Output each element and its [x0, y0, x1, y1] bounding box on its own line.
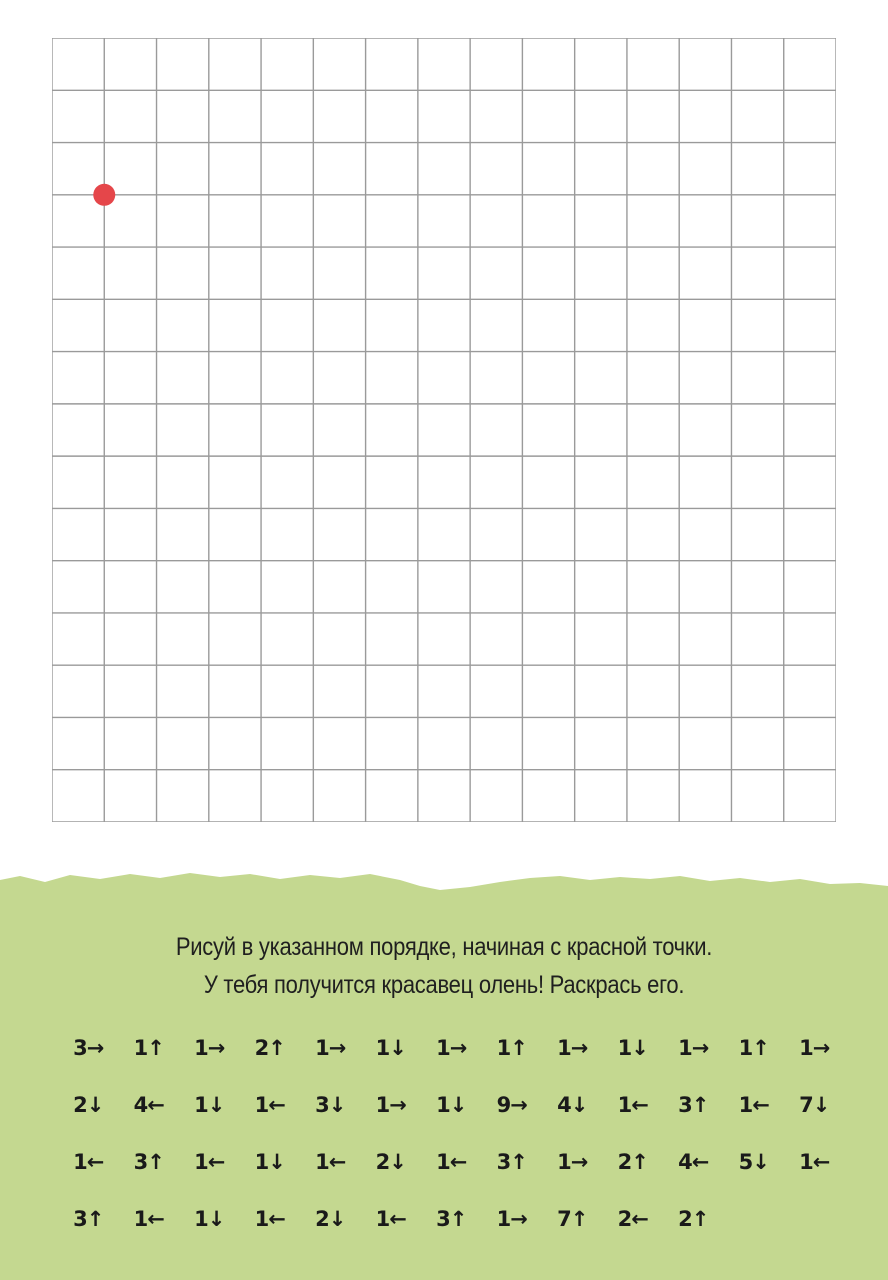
instructions-line-1: Рисуй в указанном порядке, начиная с красной точки. [175, 933, 713, 961]
direction-step: 2↑ [254, 1036, 285, 1060]
direction-step: 1↓ [436, 1093, 467, 1117]
direction-step: 1→ [194, 1036, 225, 1060]
direction-step: 1↑ [133, 1036, 164, 1060]
direction-step: 3→ [73, 1036, 104, 1060]
direction-step: 3↑ [496, 1150, 527, 1174]
direction-step: 1↑ [496, 1036, 527, 1060]
direction-step: 4← [678, 1150, 709, 1174]
direction-step: 1← [254, 1093, 285, 1117]
direction-step: 1↓ [194, 1093, 225, 1117]
direction-step: 1→ [496, 1207, 527, 1231]
direction-step: 1↓ [375, 1036, 406, 1060]
direction-step: 1↑ [738, 1036, 769, 1060]
direction-step: 2↓ [73, 1093, 104, 1117]
direction-step: 2↑ [617, 1150, 648, 1174]
instructions-line-2: У тебя получится красавец олень! Раскрась его. [203, 971, 685, 999]
direction-step: 4↓ [557, 1093, 588, 1117]
instructions-text [0, 928, 888, 1004]
direction-step: 7↑ [557, 1207, 588, 1231]
direction-step: 2↓ [315, 1207, 346, 1231]
direction-step: 1← [617, 1093, 648, 1117]
direction-step: 2↑ [678, 1207, 709, 1231]
direction-step: 1→ [557, 1036, 588, 1060]
direction-step: 1→ [799, 1036, 830, 1060]
direction-steps [58, 1030, 848, 1258]
direction-step: 9→ [496, 1093, 527, 1117]
direction-step: 1↓ [194, 1207, 225, 1231]
direction-step: 1↓ [254, 1150, 285, 1174]
direction-step: 1← [73, 1150, 104, 1174]
direction-step: 1→ [436, 1036, 467, 1060]
direction-step: 1→ [315, 1036, 346, 1060]
direction-step: 1→ [375, 1093, 406, 1117]
grid-lines [52, 38, 836, 822]
direction-step: 1↓ [617, 1036, 648, 1060]
direction-step: 1→ [557, 1150, 588, 1174]
direction-step: 3↑ [73, 1207, 104, 1231]
direction-step: 1→ [678, 1036, 709, 1060]
direction-step: 5↓ [738, 1150, 769, 1174]
direction-step: 1← [799, 1150, 830, 1174]
direction-step: 1← [436, 1150, 467, 1174]
direction-step: 3↑ [678, 1093, 709, 1117]
drawing-grid[interactable] [52, 38, 836, 822]
direction-step: 1← [315, 1150, 346, 1174]
direction-step: 3↑ [133, 1150, 164, 1174]
direction-step: 3↓ [315, 1093, 346, 1117]
direction-step: 1← [254, 1207, 285, 1231]
direction-step: 1← [194, 1150, 225, 1174]
direction-step: 2↓ [375, 1150, 406, 1174]
direction-step: 1← [375, 1207, 406, 1231]
direction-step: 1← [133, 1207, 164, 1231]
direction-step: 7↓ [799, 1093, 830, 1117]
red-start-dot [93, 184, 115, 206]
direction-step: 3↑ [436, 1207, 467, 1231]
direction-step: 1← [738, 1093, 769, 1117]
direction-step: 2← [617, 1207, 648, 1231]
direction-step: 4← [133, 1093, 164, 1117]
